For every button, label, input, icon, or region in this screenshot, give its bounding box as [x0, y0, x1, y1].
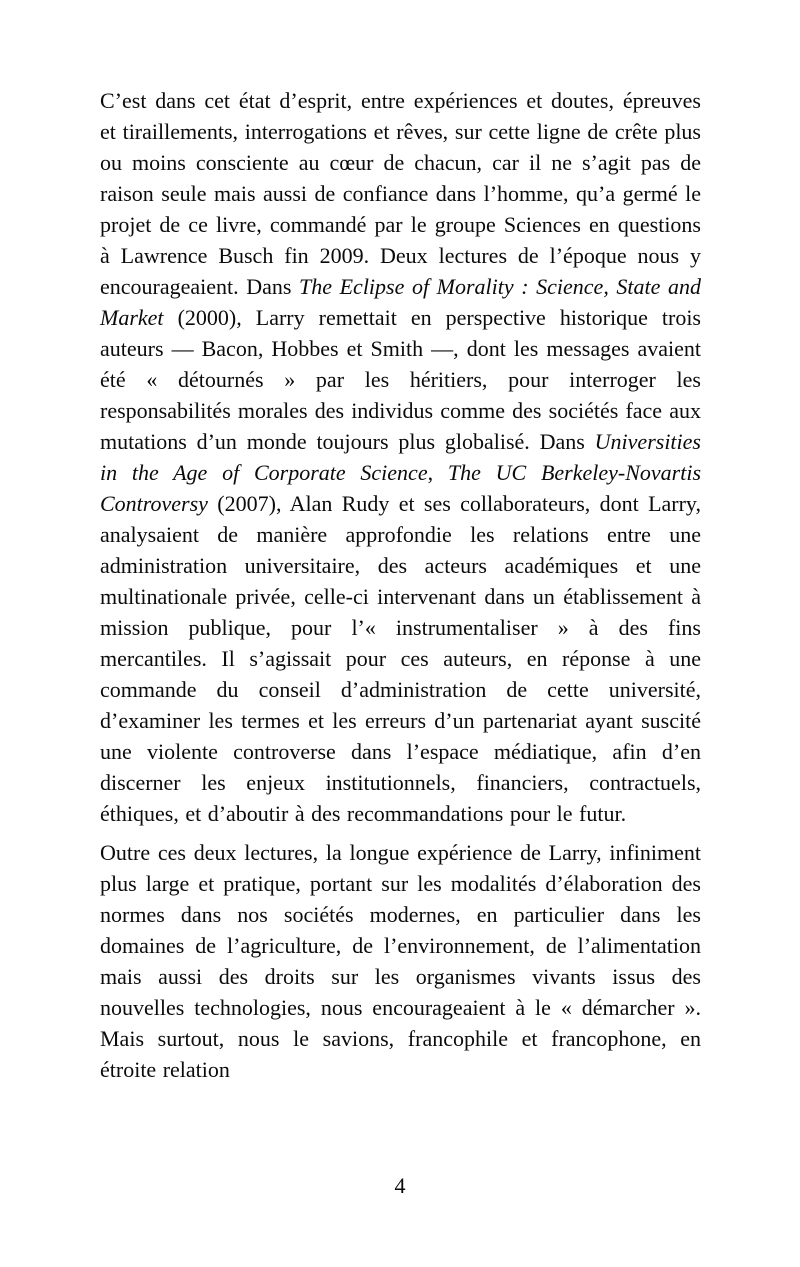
paragraph — [100, 837, 701, 1085]
text-block — [100, 85, 701, 1093]
text-run: (2000), Larry remettait en perspective historique trois auteurs — Bacon, Hobbes et Smith —, dont les messages avaient été « détournés » par les héritiers, pour interroger les responsabilités morales des individus comme des sociétés face aux mutations d’un monde toujours plus globalisé. Dans — [100, 305, 701, 454]
text-run-italic: The Eclipse of Morality : Science, State and Market — [100, 274, 701, 330]
page-number: 4 — [394, 1173, 406, 1198]
text-run: C’est dans cet état d’esprit, entre expériences et doutes, épreuves et tiraillements, interrogations et rêves, sur cette ligne de crête plus ou moins consciente au cœur de chacun, car il ne s’agit pas de raison seule mais aussi de confiance dans l’homme, qu’a germé le projet de ce livre, commandé par le groupe Sciences en questions à Lawrence Busch fin 2009. Deux lectures de l’époque nous y encourageaient. Dans — [100, 88, 701, 299]
text-run: Outre ces deux lectures, la longue expérience de Larry, infiniment plus large et pratique, portant sur les modalités d’élaboration des normes dans nos sociétés modernes, en particulier dans les domaines de l’agriculture, de l’environnement, de l’alimentation mais aussi des droits sur les organismes vivants issus des nouvelles technologies, nous encourageaient à le « démarcher ». Mais surtout, nous le savions, francophile et francophone, en étroite relation — [100, 840, 701, 1082]
text-run-italic: The UC Berkeley-Novartis Controversy — [100, 460, 701, 516]
text-run: , — [427, 460, 448, 485]
text-run: (2007), Alan Rudy et ses collaborateurs, dont Larry, analysaient de manière approfondie les relations entre une administration universitaire, des acteurs académiques et une multinationale privée, celle-ci intervenant dans un établissement à mission publique, pour l’« instrumentaliser » à des fins mercantiles. Il s’agissait pour ces auteurs, en réponse à une commande du conseil d’administration de cette université, d’examiner les termes et les erreurs d’un partenariat ayant suscité une violente controverse dans l’espace médiatique, afin d’en discerner les enjeux institutionnels, financiers, contractuels, éthiques, et d’aboutir à des recommandations pour le futur. — [100, 491, 701, 826]
paragraph — [100, 85, 701, 829]
text-run-italic: Universities in the Age of Corporate Science — [100, 429, 701, 485]
